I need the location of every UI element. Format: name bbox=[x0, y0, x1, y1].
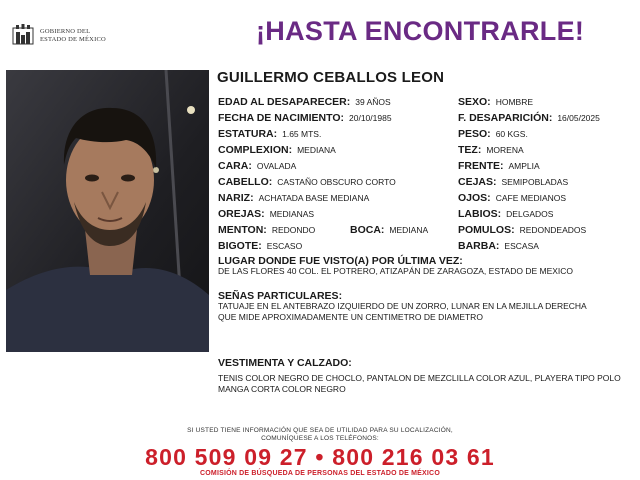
field-peso bbox=[458, 128, 528, 140]
field-value: ESCASA bbox=[504, 241, 539, 251]
person-photo bbox=[6, 70, 209, 352]
field-label: COMPLEXION: bbox=[218, 144, 293, 156]
field-cabello bbox=[218, 176, 396, 188]
field-label: EDAD AL DESAPARECER: bbox=[218, 96, 351, 108]
field-orejas bbox=[218, 208, 314, 220]
field-label: BARBA: bbox=[458, 240, 500, 252]
contact-info-line1: SI USTED TIENE INFORMACIÓN QUE SEA DE UTILIDAD PARA SU LOCALIZACIÓN, bbox=[187, 427, 453, 434]
field-cejas bbox=[458, 176, 568, 188]
government-emblem-icon bbox=[10, 22, 36, 48]
field-value: REDONDO bbox=[271, 225, 316, 235]
field-value: MEDIANAS bbox=[269, 209, 315, 219]
field-value: REDONDEADOS bbox=[519, 225, 587, 235]
field-label: CARA: bbox=[218, 160, 252, 172]
field-label: PESO: bbox=[458, 128, 491, 140]
field-value: AMPLIA bbox=[508, 161, 540, 171]
marks-text: TATUAJE EN EL ANTEBRAZO IZQUIERDO DE UN ZORRO, LUNAR EN LA MEJILLA DERECHA QUE MIDE APROXIMADAMENTE UN CENTIMETRO DE DIAMETRO bbox=[218, 301, 587, 322]
clothing-title: VESTIMENTA Y CALZADO: bbox=[218, 357, 352, 369]
footer-commission: COMISIÓN DE BÚSQUEDA DE PERSONAS DEL ESTADO DE MÉXICO bbox=[200, 470, 440, 477]
field-label: BOCA: bbox=[350, 224, 385, 236]
field-value: ACHATADA BASE MEDIANA bbox=[258, 193, 370, 203]
field-label: CEJAS: bbox=[458, 176, 497, 188]
field-estatura bbox=[218, 128, 321, 140]
field-label: BIGOTE: bbox=[218, 240, 262, 252]
field-value: 39 AÑOS bbox=[355, 97, 391, 107]
field-value: ESCASO bbox=[266, 241, 303, 251]
field-complexion bbox=[218, 144, 336, 156]
logo-text-line1: GOBIERNO DEL bbox=[40, 28, 91, 35]
field-label: CABELLO: bbox=[218, 176, 273, 188]
marks-title: SEÑAS PARTICULARES: bbox=[218, 290, 343, 302]
field-value: SEMIPOBLADAS bbox=[501, 177, 569, 187]
field-nariz bbox=[218, 192, 369, 204]
logo-text-line2: ESTADO DE MÉXICO bbox=[40, 36, 106, 43]
field-label: LABIOS: bbox=[458, 208, 502, 220]
field-label: OREJAS: bbox=[218, 208, 265, 220]
field-edad bbox=[218, 96, 391, 108]
field-tez bbox=[458, 144, 524, 156]
field-value: MORENA bbox=[486, 145, 524, 155]
last-seen-text: DE LAS FLORES 40 COL. EL POTRERO, ATIZAPÁN DE ZARAGOZA, ESTADO DE MEXICO bbox=[218, 266, 574, 276]
field-label: POMULOS: bbox=[458, 224, 515, 236]
field-value: HOMBRE bbox=[495, 97, 533, 107]
field-label: F. DESAPARICIÓN: bbox=[458, 112, 553, 124]
field-value: CAFE MEDIANOS bbox=[495, 193, 567, 203]
field-label: OJOS: bbox=[458, 192, 491, 204]
field-value: MEDIANA bbox=[297, 145, 336, 155]
field-label: FRENTE: bbox=[458, 160, 504, 172]
field-label: MENTON: bbox=[218, 224, 267, 236]
person-name: GUILLERMO CEBALLOS LEON bbox=[217, 69, 445, 86]
clothing-text: TENIS COLOR NEGRO DE CHOCLO, PANTALON DE MEZCLILLA COLOR AZUL, PLAYERA TIPO POLO MANGA CORTA COLOR NEGRO bbox=[218, 373, 621, 394]
field-frente bbox=[458, 160, 540, 172]
person-photo-image bbox=[6, 70, 209, 352]
field-value: MEDIANA bbox=[389, 225, 429, 235]
field-value: 60 KGS. bbox=[495, 129, 528, 139]
field-label: ESTATURA: bbox=[218, 128, 278, 140]
field-labios bbox=[458, 208, 553, 220]
field-value: CASTAÑO OBSCURO CORTO bbox=[277, 177, 396, 187]
field-fecha-nacimiento bbox=[218, 112, 392, 124]
field-menton bbox=[218, 224, 315, 236]
field-cara bbox=[218, 160, 296, 172]
field-value: 16/05/2025 bbox=[557, 113, 600, 123]
field-label: TEZ: bbox=[458, 144, 482, 156]
field-barba bbox=[458, 240, 539, 252]
field-value: OVALADA bbox=[256, 161, 297, 171]
field-value: 1.65 MTS. bbox=[282, 129, 322, 139]
headline: ¡HASTA ENCONTRARLE! bbox=[256, 16, 585, 46]
contact-info-line2: COMUNÍQUESE A LOS TELÉFONOS: bbox=[261, 435, 379, 442]
field-pomulos bbox=[458, 224, 586, 236]
field-label: NARIZ: bbox=[218, 192, 254, 204]
field-bigote bbox=[218, 240, 302, 252]
field-ojos bbox=[458, 192, 566, 204]
field-sexo bbox=[458, 96, 533, 108]
field-boca bbox=[350, 224, 428, 236]
field-value: 20/10/1985 bbox=[349, 113, 392, 123]
government-logo bbox=[10, 22, 120, 48]
field-label: FECHA DE NACIMIENTO: bbox=[218, 112, 344, 124]
field-fecha-desaparicion bbox=[458, 112, 600, 124]
phone-numbers: 800 509 09 27 • 800 216 03 61 bbox=[145, 444, 495, 470]
field-label: SEXO: bbox=[458, 96, 491, 108]
field-value: DELGADOS bbox=[506, 209, 554, 219]
last-seen-title: LUGAR DONDE FUE VISTO(A) POR ÚLTIMA VEZ: bbox=[218, 255, 463, 267]
